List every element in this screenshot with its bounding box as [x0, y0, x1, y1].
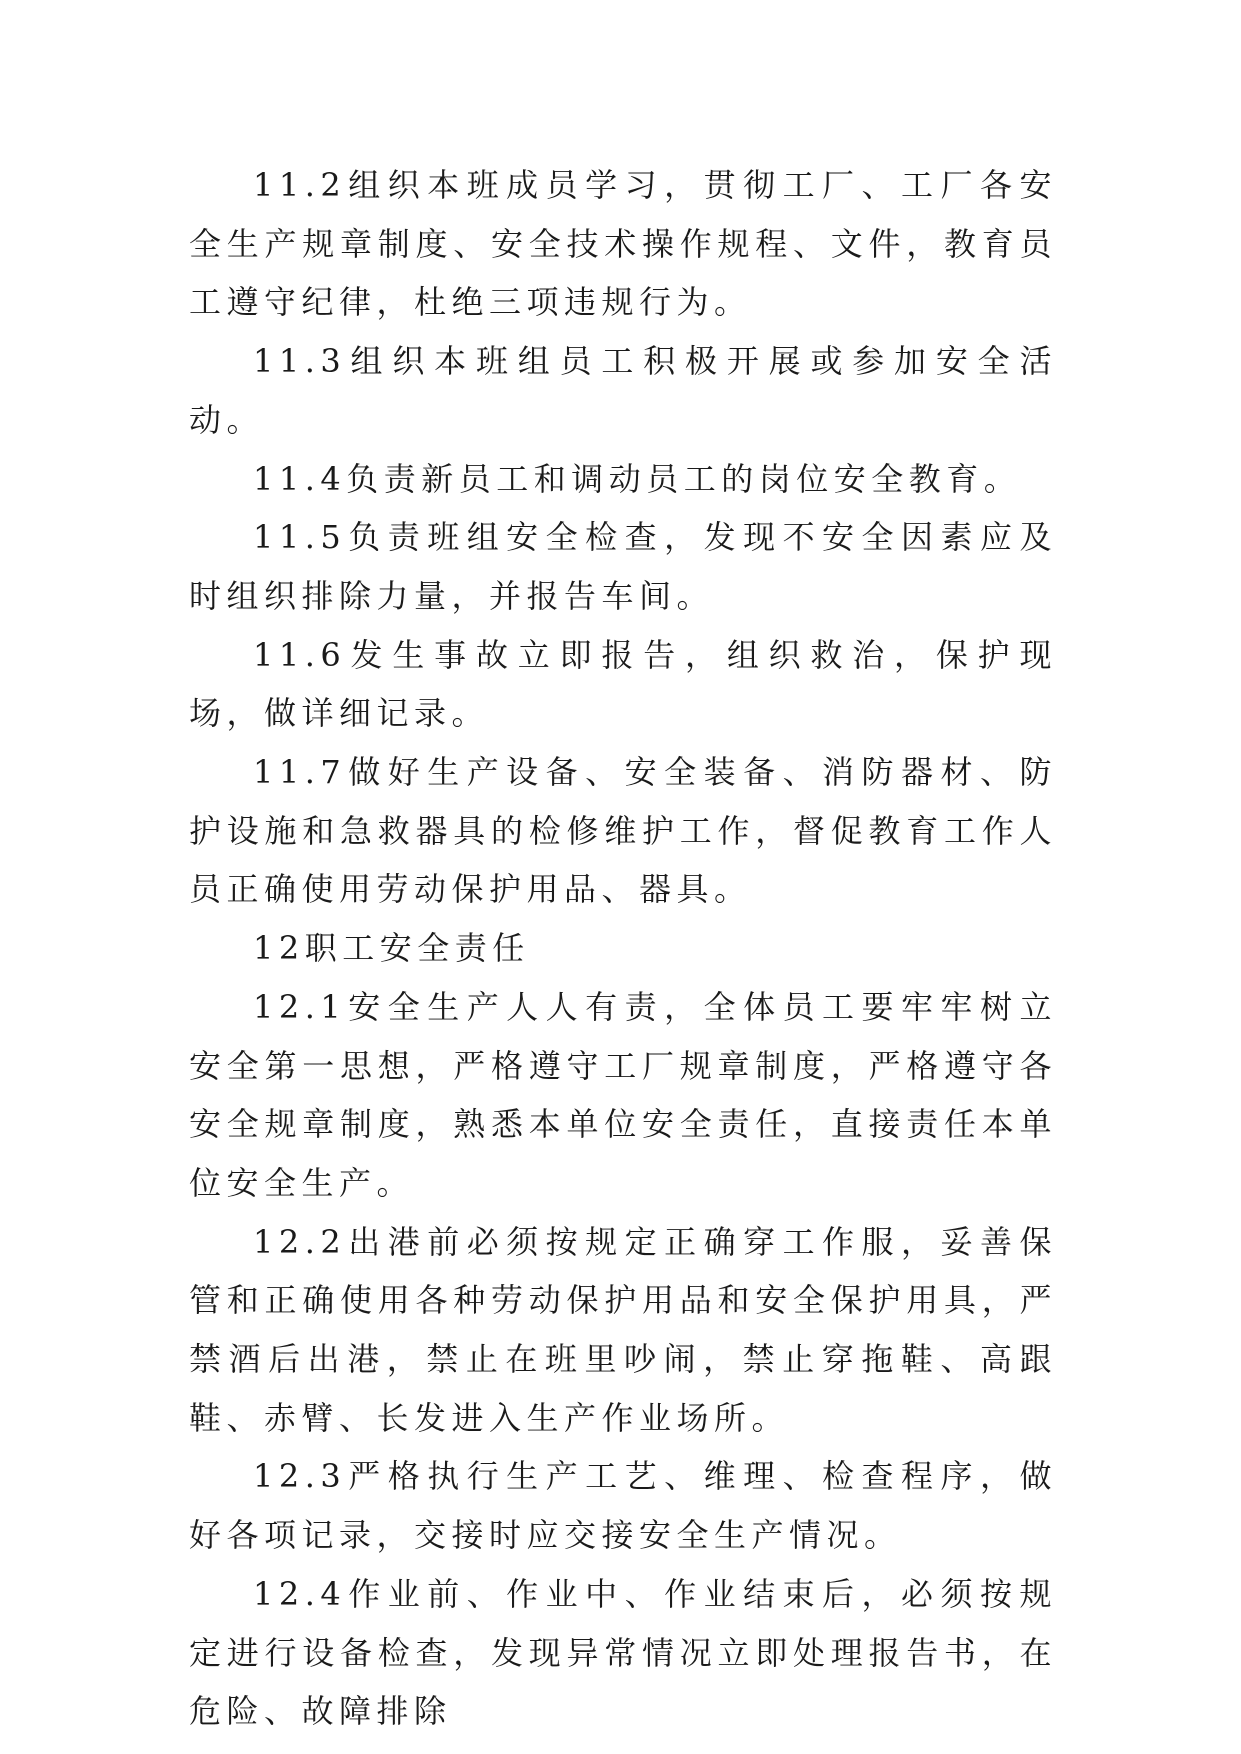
- paragraph-12-3: 12.3严格执行生产工艺、维理、检查程序，做好各项记录，交接时应交接安全生产情况。: [189, 1457, 1057, 1555]
- paragraph-12-4: 12.4作业前、作业中、作业结束后，必须按规定进行设备检查，发现异常情况立即处理报告书，在危险、故障排除: [189, 1574, 1057, 1731]
- paragraph-11-7: 11.7做好生产设备、安全装备、消防器材、防护设施和急救器具的检修维护工作，督促教育工作人员正确使用劳动保护用品、器具。: [189, 753, 1057, 909]
- paragraph-11-3: 11.3组织本班组员工积极开展或参加安全活动。: [189, 342, 1057, 439]
- paragraph-12-2: 12.2出港前必须按规定正确穿工作服，妥善保管和正确使用各种劳动保护用品和安全保护用具，严禁酒后出港，禁止在班里吵闹，禁止穿拖鞋、高跟鞋、赤臂、长发进入生产作业场所。: [189, 1222, 1057, 1437]
- document-body: [189, 156, 1057, 1741]
- paragraph-12-1: 12.1安全生产人人有责，全体员工要牢牢树立安全第一思想，严格遵守工厂规章制度，严格遵守各安全规章制度，熟悉本单位安全责任，直接责任本单位安全生产。: [189, 987, 1057, 1202]
- paragraph-11-5: 11.5负责班组安全检查，发现不安全因素应及时组织排除力量，并报告车间。: [189, 518, 1057, 615]
- section-heading-12: 12职工安全责任: [253, 929, 530, 968]
- paragraph-11-6: 11.6发生事故立即报告，组织救治，保护现场，做详细记录。: [189, 635, 1057, 733]
- paragraph-11-2: 11.2组织本班成员学习，贯彻工厂、工厂各安全生产规章制度、安全技术操作规程、文件，教育员工遵守纪律，杜绝三项违规行为。: [189, 166, 1057, 322]
- paragraph-11-4: 11.4负责新员工和调动员工的岗位安全教育。: [253, 459, 1022, 498]
